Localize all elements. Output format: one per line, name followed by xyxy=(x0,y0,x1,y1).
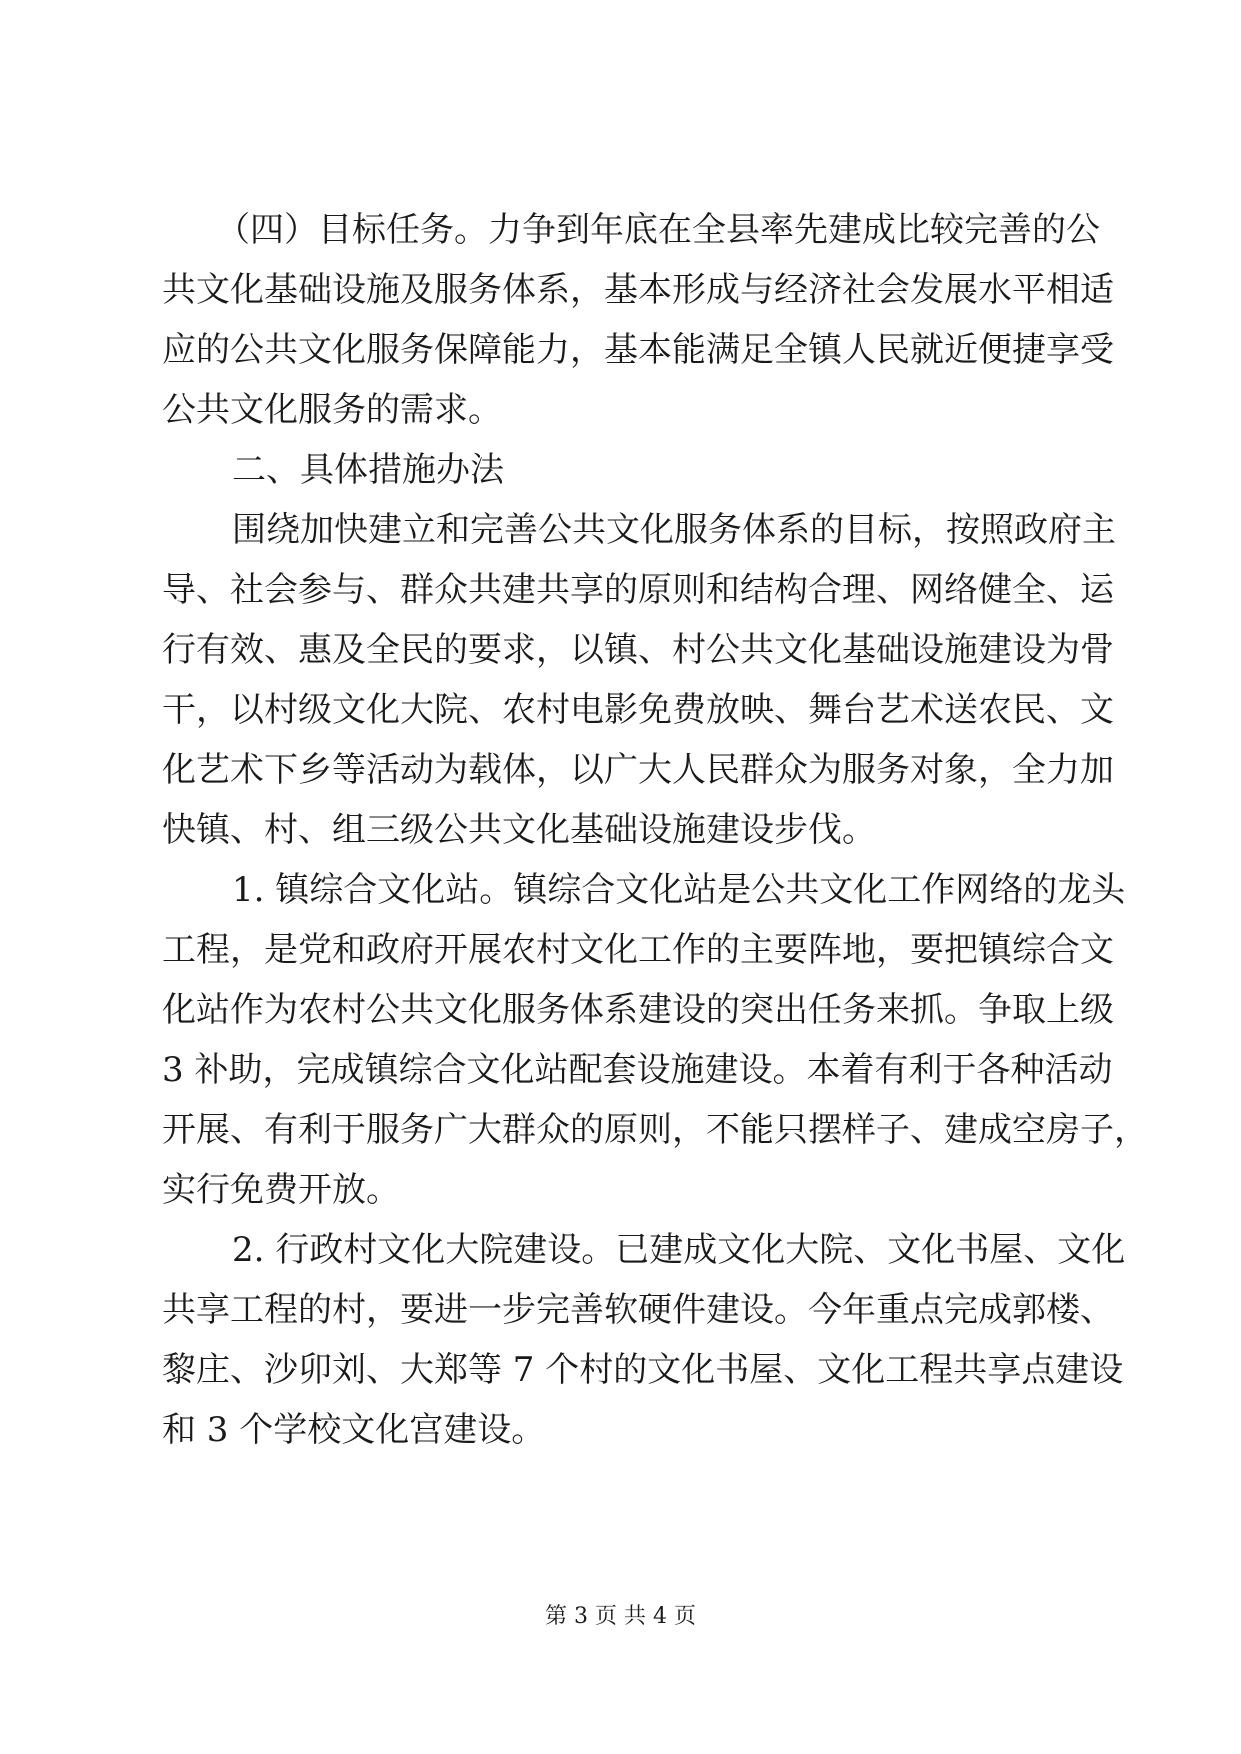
page-number-footer: 第 3 页 共 4 页 xyxy=(545,1604,696,1629)
section-heading: 二、具体措施办法 xyxy=(232,450,504,490)
text-line-10: 化艺术下乡等活动为载体，以广大人民群众为服务对象，全力加 xyxy=(162,750,1114,790)
text-line-15: 3 补助，完成镇综合文化站配套设施建设。本着有利于各种活动 xyxy=(162,1050,1113,1090)
text-line-2: 共文化基础设施及服务体系，基本形成与经济社会发展水平相适 xyxy=(162,270,1114,310)
text-line-6: 围绕加快建立和完善公共文化服务体系的目标，按照政府主 xyxy=(232,510,1116,550)
text-line-17: 实行免费开放。 xyxy=(162,1170,400,1210)
text-line-16: 开展、有利于服务广大群众的原则，不能只摆样子、建成空房子， xyxy=(162,1110,1148,1150)
text-line-3: 应的公共文化服务保障能力，基本能满足全镇人民就近便捷享受 xyxy=(162,330,1114,370)
text-line-11: 快镇、村、组三级公共文化基础设施建设步伐。 xyxy=(162,810,876,850)
text-line-14: 化站作为农村公共文化服务体系建设的突出任务来抓。争取上级 xyxy=(162,990,1114,1030)
text-line-9: 干，以村级文化大院、农村电影免费放映、舞台艺术送农民、文 xyxy=(162,690,1114,730)
text-line-19: 共享工程的村，要进一步完善软硬件建设。今年重点完成郭楼、 xyxy=(162,1290,1114,1330)
text-line-21: 和 3 个学校文化宫建设。 xyxy=(162,1410,546,1450)
text-line-4: 公共文化服务的需求。 xyxy=(162,390,502,430)
text-line-13: 工程，是党和政府开展农村文化工作的主要阵地，要把镇综合文 xyxy=(162,930,1114,970)
text-line-20: 黎庄、沙卯刘、大郑等 7 个村的文化书屋、文化工程共享点建设 xyxy=(162,1350,1124,1390)
text-line-1: （四）目标任务。力争到年底在全县率先建成比较完善的公 xyxy=(216,210,1100,250)
text-line-8: 行有效、惠及全民的要求，以镇、村公共文化基础设施建设为骨 xyxy=(162,630,1114,670)
text-line-18: 2. 行政村文化大院建设。已建成文化大院、文化书屋、文化 xyxy=(232,1230,1126,1270)
text-line-7: 导、社会参与、群众共建共享的原则和结构合理、网络健全、运 xyxy=(162,570,1114,610)
text-line-12: 1. 镇综合文化站。镇综合文化站是公共文化工作网络的龙头 xyxy=(232,870,1126,910)
